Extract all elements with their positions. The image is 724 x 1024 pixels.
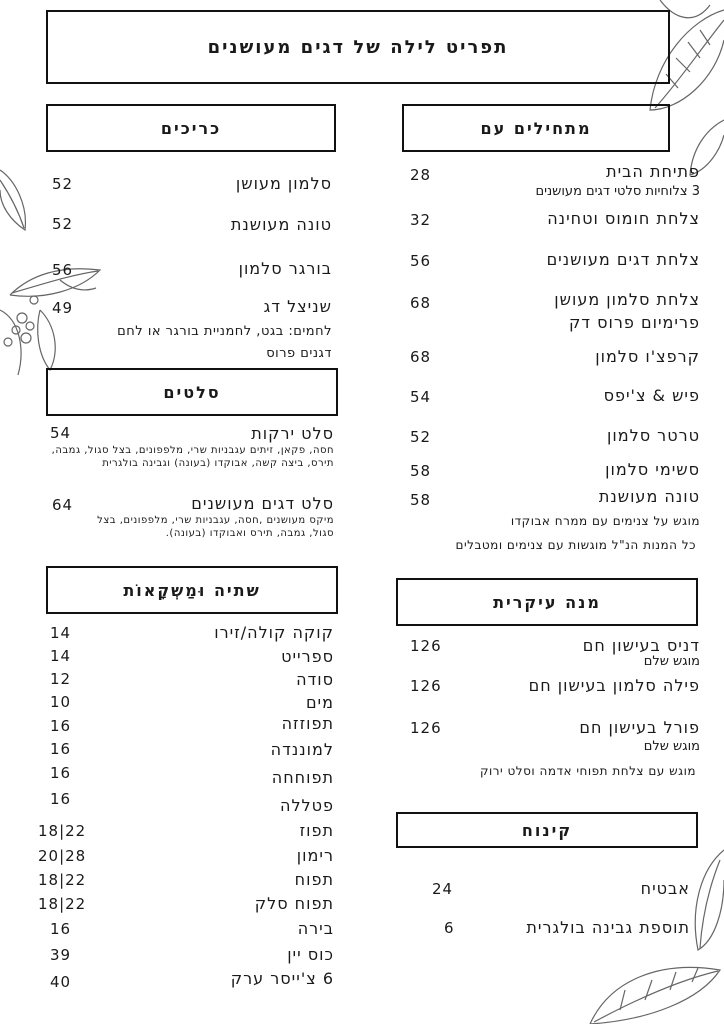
- menu-item-price: 49: [52, 299, 74, 317]
- drink-name: קוקה קולה/זירו: [214, 623, 334, 642]
- menu-item-name: צלחת סלמון מעושן: [554, 290, 700, 309]
- menu-item-price: 58: [410, 462, 432, 480]
- drink-price: 16: [50, 920, 72, 938]
- mains-note: מוגש עם צלחת תפוחי אדמה וסלט ירוק: [479, 764, 696, 778]
- drink-price: 39: [50, 946, 72, 964]
- drink-name: 6 צ'ייסר ערק: [230, 969, 334, 988]
- mains-heading: מנה עיקרית: [396, 578, 698, 626]
- menu-item-price: 56: [410, 252, 432, 270]
- menu-item-name: פיש & צ'יפס: [603, 386, 700, 405]
- drink-name: תפוזזה: [281, 714, 334, 733]
- menu-item-price: 32: [410, 211, 432, 229]
- drink-name: למוננדה: [270, 740, 334, 759]
- drink-name: כוס יין: [287, 945, 334, 964]
- menu-item-name: טונה מעושנת: [230, 215, 332, 234]
- dessert-heading: קינוח: [396, 812, 698, 848]
- menu-item-description: מוגש על צנימים עם ממרח אבוקדו: [510, 514, 700, 528]
- menu-item-name-line2: פרימיום פרוס דק: [568, 313, 700, 332]
- drink-name: תפוחחה: [271, 768, 334, 787]
- menu-item-description: חסה, פקאן, זיתים עגבניות שרי, מלפפונים, בצל סגול, גמבה, תירס, ביצה קשה, אבוקדו (בעונה) וגבינה בולגרית: [51, 445, 334, 469]
- drink-name: בירה: [297, 919, 334, 938]
- drink-price: 16: [50, 764, 72, 782]
- menu-item-name: תוספת גבינה בולגרית: [526, 918, 690, 937]
- menu-item-price: 52: [52, 175, 74, 193]
- menu-item-price: 6: [444, 919, 455, 937]
- menu-item-name: בורגר סלמון: [238, 259, 332, 278]
- menu-item-name: סלט ירקות: [251, 424, 334, 443]
- menu-item-name: סשימי סלמון: [605, 460, 700, 479]
- menu-item-price: 68: [410, 348, 432, 366]
- menu-item-price: 68: [410, 294, 432, 312]
- menu-item-name: פתיחת הבית: [606, 162, 700, 181]
- menu-item-price: 56: [52, 261, 74, 279]
- drink-price: 14: [50, 624, 72, 642]
- drink-price: 14: [50, 647, 72, 665]
- drink-price: 18|22: [38, 822, 87, 840]
- salads-heading: סלטים: [46, 368, 338, 416]
- drink-price: 40: [50, 973, 72, 991]
- menu-item-price: 126: [410, 637, 442, 655]
- menu-item-name: טונה מעושנת: [598, 487, 700, 506]
- drink-price: 12: [50, 670, 72, 688]
- menu-item-price: 126: [410, 677, 442, 695]
- menu-item-price: 24: [432, 880, 454, 898]
- drink-price: 16: [50, 740, 72, 758]
- menu-item-price: 54: [410, 388, 432, 406]
- menu-item-name: פורל בעישון חם: [579, 718, 700, 737]
- drink-name: תפוז: [299, 821, 334, 840]
- menu-item-price: 52: [52, 215, 74, 233]
- menu-item-name: אבטיח: [640, 879, 690, 898]
- menu-item-price: 52: [410, 428, 432, 446]
- drink-price: 16: [50, 790, 72, 808]
- sandwiches-heading: כריכים: [46, 104, 336, 152]
- drinks-heading: שתיה וּמַשְקָאוֹת: [46, 566, 338, 614]
- drink-price: 10: [50, 693, 72, 711]
- drink-price: 20|28: [38, 847, 87, 865]
- drink-price: 16: [50, 717, 72, 735]
- menu-item-name: טרטר סלמון: [607, 426, 700, 445]
- sandwiches-note: לחמים: בגט, לחמניית בורגר או לחם דגנים פרוס: [117, 324, 332, 361]
- menu-item-price: 64: [52, 496, 74, 514]
- menu-item-description: מוגש שלם: [643, 739, 700, 754]
- drink-name: תפוח: [294, 870, 334, 889]
- menu-item-name: צלחת חומוס וטחינה: [547, 209, 700, 228]
- page-title: תפריט לילה של דגים מעושנים: [46, 10, 670, 84]
- menu-item-name: קרפצ'ו סלמון: [595, 347, 700, 366]
- starters-heading: מתחילים עם: [402, 104, 670, 152]
- drink-price: 18|22: [38, 871, 87, 889]
- drink-name: פטללה: [279, 796, 334, 815]
- menu-item-name: פילה סלמון בעישון חם: [528, 676, 700, 695]
- menu-item-price: 126: [410, 719, 442, 737]
- menu-item-name: שניצל דג: [263, 297, 332, 316]
- drink-price: 18|22: [38, 895, 87, 913]
- menu-item-price: 28: [410, 166, 432, 184]
- menu-item-name: סלמון מעושן: [235, 174, 332, 193]
- starters-note: כל המנות הנ"ל מוגשות עם צנימים ומטבלים: [455, 538, 696, 552]
- menu-item-name: צלחת דגים מעושנים: [546, 250, 700, 269]
- menu-item-description: 3 צלוחיות סלטי דגים מעושנים: [535, 184, 700, 199]
- menu-item-price: 58: [410, 491, 432, 509]
- menu-item-name: דניס בעישון חם: [582, 636, 700, 655]
- drink-name: סודה: [296, 670, 334, 689]
- menu-item-description: מיקס מעושנים ,חסה, עגבניות שרי, מלפפונים, בצל סגול, גמבה, תירס ואבוקדו (בעונה).: [97, 515, 334, 539]
- drink-name: תפוח סלק: [254, 894, 334, 913]
- drink-name: מים: [305, 693, 334, 712]
- menu-item-name: סלט דגים מעושנים: [191, 494, 334, 513]
- menu-item-price: 54: [50, 424, 72, 442]
- menu-item-description: מוגש שלם: [643, 654, 700, 669]
- drink-name: רימון: [296, 846, 334, 865]
- drink-name: ספרייט: [281, 647, 334, 666]
